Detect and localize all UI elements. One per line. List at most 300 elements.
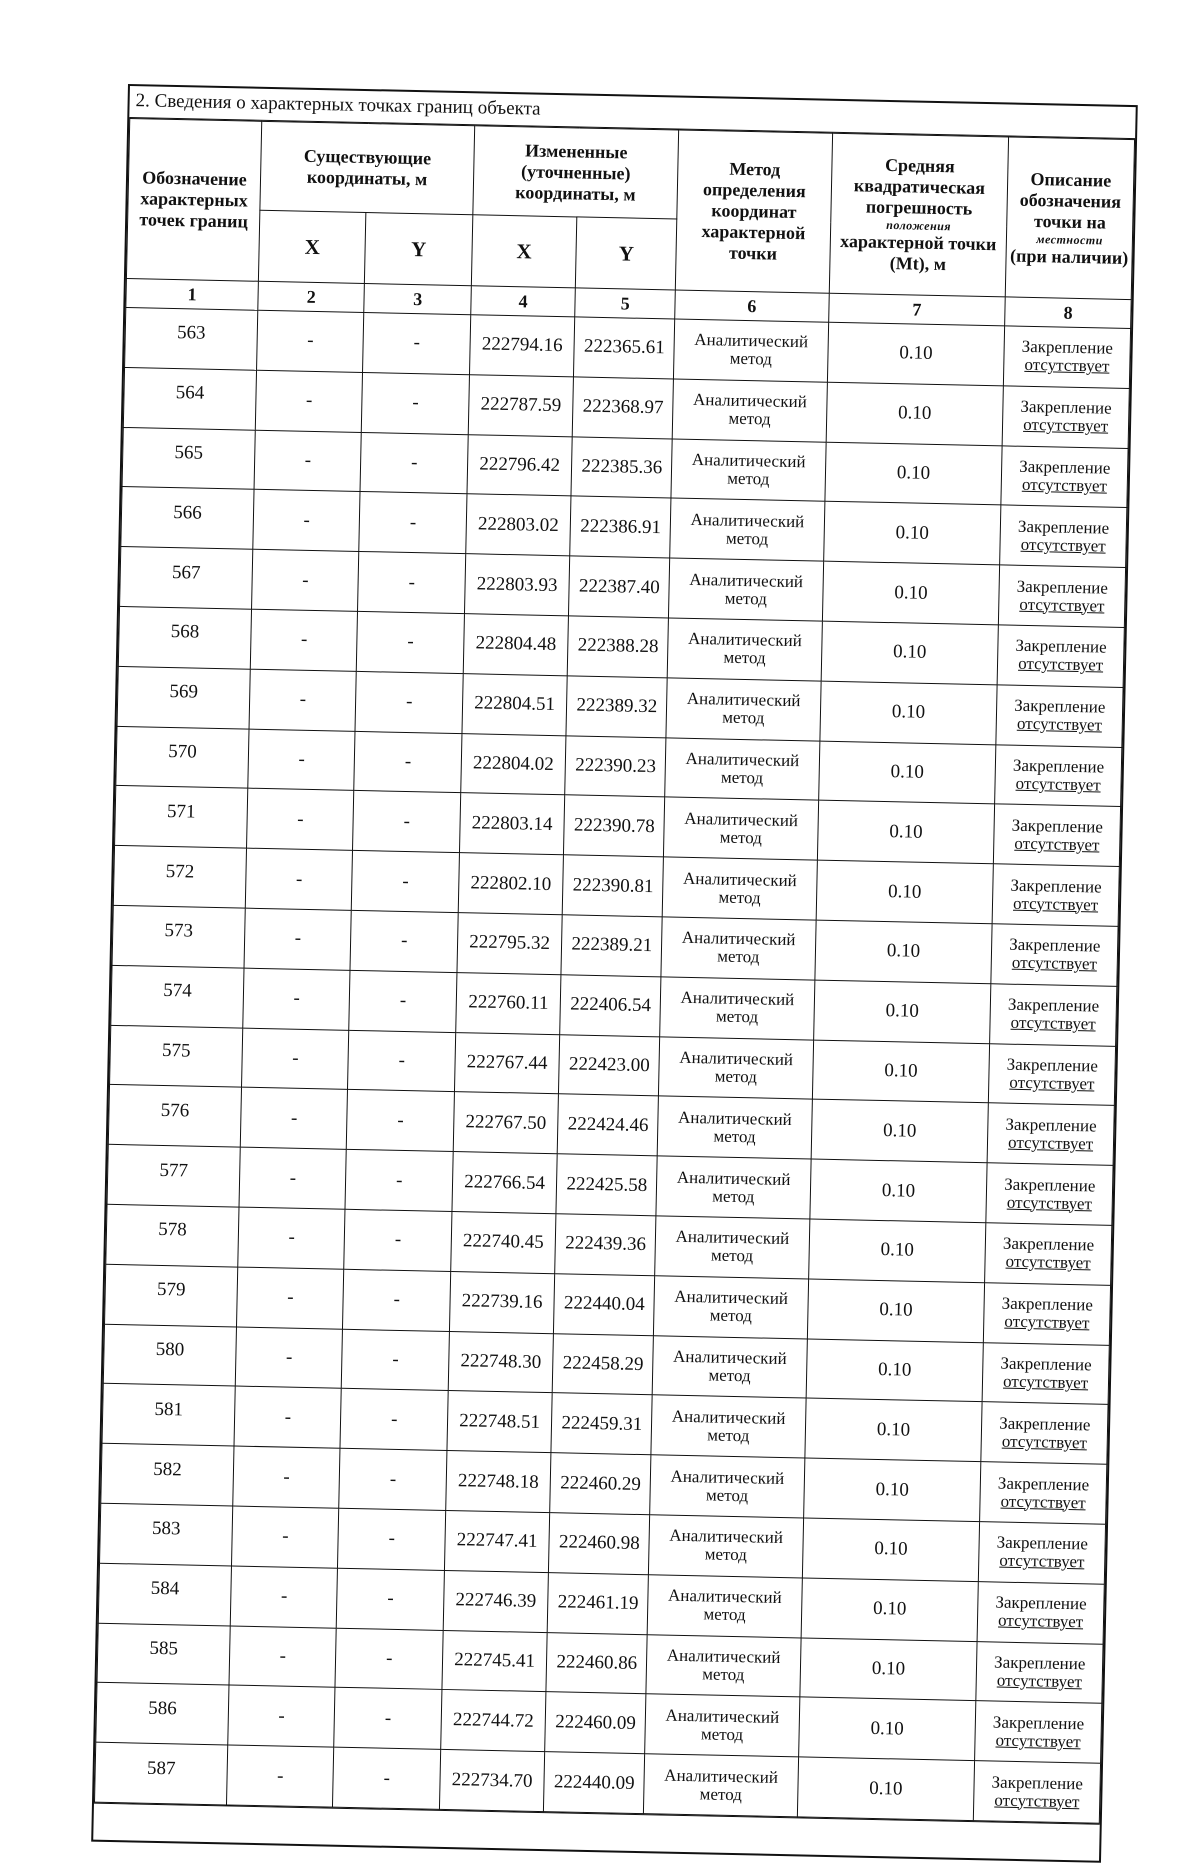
cell-changed-y: 222390.78: [564, 795, 665, 857]
cell-desc-line1: Закрепление: [998, 1413, 1091, 1435]
cell-point: 572: [113, 846, 246, 909]
cell-existing-x: -: [240, 1087, 348, 1149]
header-error: [829, 133, 1009, 297]
cell-changed-x: 222795.32: [457, 913, 563, 975]
header-existing: Существующие координаты, м: [260, 121, 475, 214]
cell-changed-y: 222459.31: [551, 1393, 652, 1455]
cell-desc: [985, 1223, 1112, 1285]
cell-method-line1: Аналитический: [692, 390, 807, 412]
cell-changed-y: 222368.97: [572, 377, 673, 439]
cell-desc-line1: Закрепление: [1002, 1233, 1095, 1255]
cell-method: [660, 977, 815, 1040]
cell-existing-x: -: [234, 1386, 342, 1448]
cell-point: 571: [115, 786, 248, 849]
cell-existing-y: -: [342, 1329, 450, 1391]
cell-existing-x: -: [253, 490, 361, 552]
cell-method: [665, 737, 820, 800]
cell-desc-line1: Закрепление: [992, 1712, 1085, 1734]
cell-desc-line2: отсутствует: [1017, 654, 1104, 675]
header-desc-bottom: (при наличии): [1009, 245, 1129, 268]
cell-desc: [984, 1282, 1111, 1344]
cell-mt: 0.10: [806, 1339, 984, 1402]
cell-existing-y: -: [345, 1149, 453, 1211]
cell-mt: 0.10: [822, 561, 1000, 624]
cell-changed-y: 222440.04: [554, 1273, 655, 1335]
cell-method: [647, 1574, 802, 1637]
cell-existing-y: -: [363, 312, 471, 374]
cell-method-line2: метод: [717, 946, 760, 967]
cell-method: [654, 1276, 809, 1339]
cell-method-line2: метод: [709, 1305, 753, 1326]
column-number: 2: [258, 281, 365, 312]
cell-method: [657, 1096, 812, 1159]
cell-desc-line2: отсутствует: [1022, 415, 1109, 436]
cell-desc-line2: отсутствует: [1001, 1431, 1088, 1453]
cell-existing-x: -: [238, 1207, 346, 1269]
cell-desc-line2: отсутствует: [1005, 1251, 1091, 1273]
cell-changed-y: 222406.54: [560, 975, 661, 1037]
cell-point: 587: [95, 1742, 228, 1805]
cell-method: [674, 319, 829, 382]
cell-existing-x: -: [226, 1745, 334, 1807]
cell-method: [662, 857, 817, 920]
cell-desc-line1: Закрепление: [995, 1592, 1087, 1614]
cell-mt: 0.10: [812, 1040, 990, 1103]
header-desc-top: Описание обозначения точки на: [1019, 168, 1122, 233]
cell-changed-y: 222460.29: [550, 1453, 651, 1515]
cell-changed-x: 222740.45: [451, 1211, 557, 1273]
cell-method-line1: Аналитический: [686, 689, 801, 711]
cell-existing-y: -: [347, 1090, 455, 1152]
cell-changed-x: 222748.30: [448, 1331, 554, 1393]
cell-method-line1: Аналитический: [687, 629, 802, 651]
cell-changed-y: 222423.00: [559, 1034, 660, 1096]
cell-changed-y: 222389.21: [561, 915, 662, 977]
cell-existing-x: -: [254, 430, 362, 492]
cell-point: 583: [100, 1503, 233, 1566]
cell-existing-x: -: [237, 1267, 345, 1329]
cell-desc: [991, 924, 1118, 986]
cell-existing-x: -: [245, 848, 353, 910]
cell-existing-y: -: [334, 1688, 442, 1750]
cell-desc: [974, 1761, 1101, 1823]
cell-point: 569: [117, 666, 250, 729]
cell-existing-y: -: [359, 492, 467, 554]
cell-existing-x: -: [247, 789, 355, 851]
cell-method-line1: Аналитический: [680, 987, 795, 1010]
cell-existing-y: -: [362, 372, 470, 434]
cell-point: 577: [107, 1144, 240, 1207]
cell-desc-line1: Закрепление: [1016, 576, 1109, 598]
cell-method-line1: Аналитический: [689, 569, 804, 591]
cell-point: 576: [108, 1085, 241, 1148]
cell-desc-line1: Закрепление: [993, 1652, 1086, 1674]
cell-existing-x: -: [228, 1685, 336, 1747]
cell-desc: [976, 1641, 1103, 1703]
cell-method-line2: метод: [715, 1006, 759, 1027]
cell-mt: 0.10: [819, 681, 997, 744]
cell-changed-x: 222796.42: [467, 434, 573, 496]
cell-desc-line1: Закрепление: [1009, 935, 1101, 956]
cell-desc: [997, 625, 1124, 687]
cell-desc: [1000, 505, 1127, 567]
column-number: 1: [126, 279, 259, 311]
cell-method-line1: Аналитический: [672, 1346, 787, 1369]
cell-mt: 0.10: [807, 1279, 985, 1342]
cell-existing-x: -: [242, 1028, 350, 1090]
cell-method-line2: метод: [720, 767, 764, 788]
column-number: 5: [575, 288, 676, 319]
header-error-top: Средняя квадратическая погрешность: [853, 154, 986, 219]
cell-method-line1: Аналитический: [665, 1705, 780, 1727]
cell-changed-y: 222439.36: [555, 1214, 656, 1276]
cell-changed-x: 222748.18: [446, 1451, 552, 1513]
cell-changed-x: 222803.02: [466, 494, 572, 556]
cell-desc-line1: Закрепление: [1001, 1293, 1094, 1315]
cell-mt: 0.10: [821, 621, 999, 684]
cell-point: 575: [110, 1025, 243, 1088]
cell-method-line2: метод: [710, 1245, 754, 1266]
cell-desc-line2: отсутствует: [1016, 713, 1103, 735]
points-sheet: [91, 84, 1138, 1863]
cell-changed-x: 222746.39: [443, 1570, 549, 1632]
cell-existing-y: -: [350, 910, 458, 972]
cell-existing-x: -: [250, 609, 358, 671]
cell-point: 584: [98, 1563, 231, 1626]
cell-mt: 0.10: [797, 1757, 975, 1820]
cell-method: [667, 618, 822, 681]
cell-existing-x: -: [255, 370, 363, 432]
cell-changed-x: 222744.72: [441, 1690, 547, 1752]
cell-desc-line2: отсутствует: [1015, 773, 1101, 795]
cell-desc: [975, 1701, 1102, 1763]
cell-changed-y: 222424.46: [557, 1094, 658, 1156]
cell-existing-x: -: [239, 1147, 347, 1209]
cell-point: 566: [121, 487, 254, 550]
cell-changed-y: 222385.36: [571, 436, 672, 498]
cell-changed-y: 222460.98: [549, 1513, 650, 1575]
cell-method: [644, 1754, 799, 1817]
cell-changed-x: 222766.54: [452, 1152, 558, 1214]
cell-existing-x: -: [235, 1327, 343, 1389]
cell-method-line1: Аналитический: [667, 1585, 782, 1608]
cell-desc-line2: отсутствует: [994, 1790, 1080, 1811]
cell-desc-line1: Закрепление: [996, 1532, 1089, 1554]
cell-method-line1: Аналитический: [677, 1107, 792, 1129]
cell-existing-y: -: [354, 731, 462, 793]
cell-method: [670, 498, 825, 561]
cell-method-line2: метод: [699, 1783, 743, 1804]
cell-changed-x: 222748.51: [447, 1391, 553, 1453]
cell-changed-x: 222794.16: [469, 315, 575, 377]
cell-desc-line2: отсутствует: [1009, 1072, 1095, 1094]
cell-method: [649, 1515, 804, 1578]
header-point: Обозначение характерных точек границ: [126, 119, 261, 282]
cell-desc: [980, 1462, 1107, 1524]
cell-method: [652, 1335, 807, 1398]
cell-changed-x: 222745.41: [442, 1630, 548, 1692]
cell-existing-x: -: [231, 1506, 339, 1568]
cell-method-line2: метод: [725, 528, 769, 549]
column-number: 8: [1005, 297, 1131, 329]
cell-existing-y: -: [339, 1448, 447, 1510]
cell-method-line1: Аналитический: [681, 928, 796, 950]
header-error-bottom: характерной точки (Mt), м: [839, 230, 997, 275]
cell-desc-line2: отсутствует: [1019, 594, 1105, 616]
cell-changed-y: 222390.23: [565, 735, 666, 797]
cell-method-line1: Аналитический: [666, 1645, 781, 1667]
cell-existing-y: -: [337, 1568, 445, 1630]
column-number: 7: [828, 293, 1005, 326]
cell-changed-y: 222365.61: [574, 317, 675, 379]
cell-existing-x: -: [257, 310, 365, 372]
cell-mt: 0.10: [816, 860, 994, 923]
cell-desc: [977, 1581, 1104, 1643]
header-changed-x: X: [471, 215, 577, 288]
cell-point: 564: [123, 367, 256, 430]
cell-method: [671, 439, 826, 502]
cell-desc-line1: Закрепление: [1015, 636, 1107, 657]
cell-desc-line1: Закрепление: [1000, 1353, 1092, 1375]
cell-method-line1: Аналитический: [669, 1525, 784, 1548]
cell-existing-x: -: [244, 908, 352, 970]
cell-existing-y: -: [348, 1030, 456, 1092]
cell-mt: 0.10: [827, 322, 1005, 385]
cell-changed-y: 222386.91: [570, 496, 671, 558]
cell-existing-x: -: [229, 1626, 337, 1688]
cell-mt: 0.10: [823, 502, 1001, 565]
cell-changed-y: 222460.86: [546, 1632, 647, 1694]
cell-changed-y: 222440.09: [544, 1752, 645, 1814]
cell-desc-line1: Закрепление: [1003, 1174, 1096, 1196]
header-changed: Измененные (уточненные) координаты, м: [473, 126, 679, 219]
cell-point: 568: [118, 606, 251, 669]
cell-mt: 0.10: [814, 920, 992, 983]
cell-desc-line1: Закрепление: [1021, 337, 1114, 359]
cell-desc-line2: отсутствует: [997, 1610, 1084, 1632]
cell-method-line2: метод: [727, 468, 770, 489]
cell-desc: [1004, 326, 1131, 388]
cell-method: [645, 1694, 800, 1757]
cell-method-line2: метод: [705, 1484, 749, 1505]
cell-existing-y: -: [355, 671, 463, 733]
cell-method-line1: Аналитический: [691, 449, 806, 472]
document-page: [91, 84, 1138, 1863]
cell-method-line1: Аналитический: [671, 1406, 786, 1428]
cell-desc: [986, 1163, 1113, 1225]
cell-desc-line1: Закрепление: [1012, 755, 1105, 777]
cell-method-line1: Аналитический: [676, 1167, 791, 1189]
cell-changed-x: 222804.48: [463, 614, 569, 676]
cell-point: 565: [122, 427, 255, 490]
cell-mt: 0.10: [799, 1637, 977, 1700]
cell-changed-y: 222388.28: [567, 616, 668, 678]
table-header: [126, 119, 1135, 329]
cell-method-line1: Аналитический: [679, 1047, 794, 1070]
cell-method-line2: метод: [707, 1425, 750, 1446]
header-existing-y: Y: [365, 213, 473, 286]
cell-point: 570: [116, 726, 249, 789]
cell-point: 586: [96, 1683, 229, 1746]
cell-desc-line2: отсутствует: [1000, 1491, 1086, 1512]
cell-desc: [981, 1402, 1108, 1464]
cell-changed-x: 222760.11: [456, 972, 562, 1034]
cell-method: [664, 797, 819, 860]
cell-mt: 0.10: [811, 1099, 989, 1162]
cell-desc: [987, 1103, 1114, 1165]
cell-point: 585: [97, 1623, 230, 1686]
cell-method-line1: Аналитический: [690, 509, 805, 532]
cell-method-line2: метод: [712, 1186, 755, 1206]
cell-mt: 0.10: [809, 1159, 987, 1222]
cell-method: [659, 1036, 814, 1099]
cell-method-line2: метод: [703, 1604, 746, 1625]
cell-method-line1: Аналитический: [685, 748, 800, 771]
header-method: Метод определения координат характерной точки: [676, 130, 833, 293]
cell-method-line2: метод: [704, 1544, 748, 1565]
cell-existing-y: -: [358, 552, 466, 614]
cell-changed-x: 222804.51: [462, 673, 568, 735]
cell-method: [661, 917, 816, 980]
cell-existing-x: -: [248, 729, 356, 791]
cell-changed-y: 222460.09: [545, 1692, 646, 1754]
column-number: 6: [675, 290, 829, 322]
cell-desc: [989, 1043, 1116, 1105]
cell-desc-line1: Закрепление: [1010, 875, 1102, 897]
cell-point: 574: [111, 965, 244, 1028]
cell-changed-y: 222387.40: [569, 556, 670, 618]
cell-desc-line1: Закрепление: [1005, 1114, 1097, 1136]
cell-desc-line2: отсутствует: [995, 1730, 1081, 1752]
cell-desc-line2: отсутствует: [1002, 1371, 1089, 1393]
cell-existing-y: -: [357, 611, 465, 673]
cell-changed-x: 222803.14: [459, 793, 565, 855]
table-body: [95, 308, 1131, 1824]
cell-method: [672, 379, 827, 442]
cell-desc-line1: Закрепление: [1007, 994, 1100, 1016]
cell-desc: [982, 1342, 1109, 1404]
cell-changed-y: 222458.29: [552, 1333, 653, 1395]
cell-desc-line1: Закрепление: [1014, 695, 1106, 717]
cell-method-line1: Аналитический: [684, 808, 799, 830]
cell-desc: [999, 565, 1126, 627]
cell-method-line2: метод: [714, 1066, 758, 1087]
cell-method: [655, 1216, 810, 1279]
cell-mt: 0.10: [813, 980, 991, 1043]
cell-changed-x: 222803.93: [464, 554, 570, 616]
cell-method-line1: Аналитический: [694, 330, 809, 352]
cell-mt: 0.10: [818, 741, 996, 804]
cell-method: [646, 1634, 801, 1697]
cell-point: 578: [106, 1204, 239, 1267]
cell-desc-line2: отсутствует: [1021, 474, 1108, 496]
cell-mt: 0.10: [802, 1518, 980, 1581]
column-number: 3: [364, 284, 471, 315]
cell-method: [669, 558, 824, 621]
points-table: [94, 118, 1135, 1824]
cell-mt: 0.10: [801, 1578, 979, 1641]
cell-method-line2: метод: [728, 408, 771, 429]
cell-existing-y: -: [344, 1209, 452, 1271]
cell-changed-x: 222767.44: [454, 1032, 560, 1094]
cell-desc: [996, 685, 1123, 747]
cell-desc-line1: Закрепление: [1017, 516, 1110, 538]
cell-desc-line1: Закрепление: [991, 1771, 1084, 1793]
cell-changed-y: 222425.58: [556, 1154, 657, 1216]
section-title: 2. Сведения о характерных точках границ объекта: [129, 86, 1135, 139]
cell-point: 580: [103, 1324, 236, 1387]
cell-existing-y: -: [343, 1269, 451, 1331]
cell-changed-x: 222787.59: [468, 375, 574, 437]
header-changed-y: Y: [576, 217, 678, 290]
cell-changed-x: 222734.70: [439, 1750, 545, 1812]
cell-method-line2: метод: [718, 887, 761, 907]
cell-method-line2: метод: [719, 827, 763, 848]
header-desc-small: местности: [1036, 231, 1104, 247]
cell-changed-y: 222461.19: [547, 1572, 648, 1634]
cell-method-line1: Аналитический: [664, 1765, 779, 1787]
cell-desc-line1: Закрепление: [1020, 396, 1112, 418]
cell-method-line2: метод: [729, 349, 773, 369]
cell-desc-line2: отсутствует: [999, 1550, 1085, 1572]
cell-desc-line2: отсутствует: [1024, 355, 1110, 377]
cell-existing-y: -: [360, 432, 468, 494]
header-existing-x: X: [258, 210, 366, 283]
cell-changed-x: 222804.02: [461, 733, 567, 795]
cell-existing-x: -: [249, 669, 357, 731]
cell-mt: 0.10: [803, 1458, 981, 1521]
cell-point: 582: [101, 1443, 234, 1506]
cell-mt: 0.10: [804, 1398, 982, 1461]
cell-desc: [992, 864, 1119, 926]
cell-mt: 0.10: [826, 382, 1004, 445]
cell-method-line2: метод: [708, 1365, 751, 1386]
cell-mt: 0.10: [808, 1219, 986, 1282]
cell-changed-y: 222390.81: [562, 855, 663, 917]
cell-existing-x: -: [230, 1566, 338, 1628]
header-desc: [1006, 137, 1135, 300]
cell-desc-line2: отсутствует: [1007, 1132, 1094, 1154]
cell-desc: [979, 1522, 1106, 1584]
cell-method-line1: Аналитический: [674, 1286, 789, 1309]
cell-desc: [990, 984, 1117, 1046]
cell-desc-line2: отсутствует: [1012, 893, 1099, 915]
header-error-small: положения: [886, 217, 952, 234]
cell-changed-y: 222389.32: [566, 676, 667, 738]
cell-point: 567: [120, 547, 253, 610]
cell-desc-line2: отсутствует: [1020, 534, 1106, 556]
cell-changed-x: 222747.41: [444, 1510, 550, 1572]
cell-changed-x: 222802.10: [458, 853, 564, 915]
cell-desc-line2: отсутствует: [1011, 953, 1098, 974]
cell-desc: [1001, 445, 1128, 507]
cell-method: [651, 1395, 806, 1458]
cell-point: 573: [112, 905, 245, 968]
cell-method-line2: метод: [724, 588, 768, 609]
cell-method: [666, 678, 821, 741]
cell-desc: [1002, 386, 1129, 448]
cell-desc: [995, 744, 1122, 806]
cell-method-line1: Аналитический: [675, 1227, 790, 1249]
cell-mt: 0.10: [825, 442, 1003, 505]
cell-changed-x: 222767.50: [453, 1092, 559, 1154]
cell-existing-x: -: [233, 1446, 341, 1508]
cell-desc-line2: отсутствует: [1010, 1012, 1096, 1034]
cell-method-line1: Аналитический: [670, 1466, 785, 1488]
cell-method-line2: метод: [723, 647, 766, 668]
cell-desc-line2: отсутствует: [1014, 833, 1100, 855]
cell-existing-y: -: [333, 1747, 441, 1809]
